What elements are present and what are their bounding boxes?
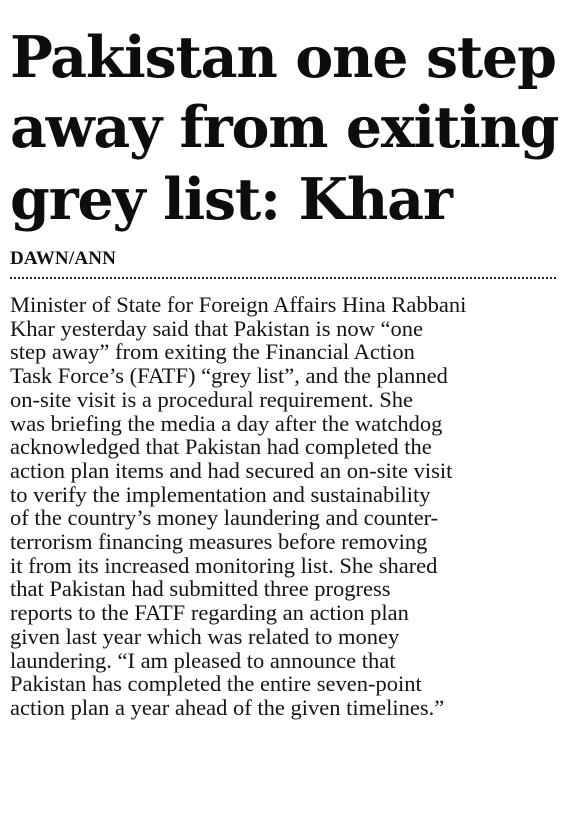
body-line: that Pakistan had submitted three progress	[10, 576, 391, 602]
body-line: Khar yesterday said that Pakistan is now “one	[10, 315, 424, 341]
body-line: to verify the implementation and sustainability	[10, 481, 431, 507]
headline-line: Pakistan one step	[10, 24, 556, 91]
headline-line: grey list: Khar	[10, 166, 452, 233]
body-line: laundering. “I am pleased to announce that	[10, 647, 396, 673]
body-line: Task Force’s (FATF) “grey list”, and the planned	[10, 363, 448, 389]
dotted-divider	[10, 277, 556, 279]
article-body	[10, 293, 558, 720]
body-line: it from its increased monitoring list. She shared	[10, 552, 438, 578]
body-line: on-site visit is a procedural requirement. She	[10, 386, 414, 412]
body-line: step away” from exiting the Financial Action	[10, 339, 415, 365]
body-line: action plan a year ahead of the given timelines.”	[10, 694, 445, 720]
body-line: acknowledged that Pakistan had completed the	[10, 434, 432, 460]
body-line: Pakistan has completed the entire seven-point	[10, 671, 422, 697]
body-line: Minister of State for Foreign Affairs Hina Rabbani	[10, 292, 467, 317]
headline-line: away from exiting	[10, 95, 559, 161]
body-line: given last year which was related to money	[10, 623, 400, 649]
headline	[10, 22, 558, 235]
article	[10, 22, 558, 720]
body-line: of the country’s money laundering and counter-	[10, 505, 439, 531]
body-line: terrorism financing measures before removing	[10, 529, 428, 555]
byline: DAWN/ANN	[10, 248, 117, 269]
body-line: action plan items and had secured an on-site visit	[10, 457, 453, 483]
body-line: reports to the FATF regarding an action plan	[10, 600, 409, 626]
body-line: was briefing the media a day after the watchdog	[10, 410, 443, 436]
